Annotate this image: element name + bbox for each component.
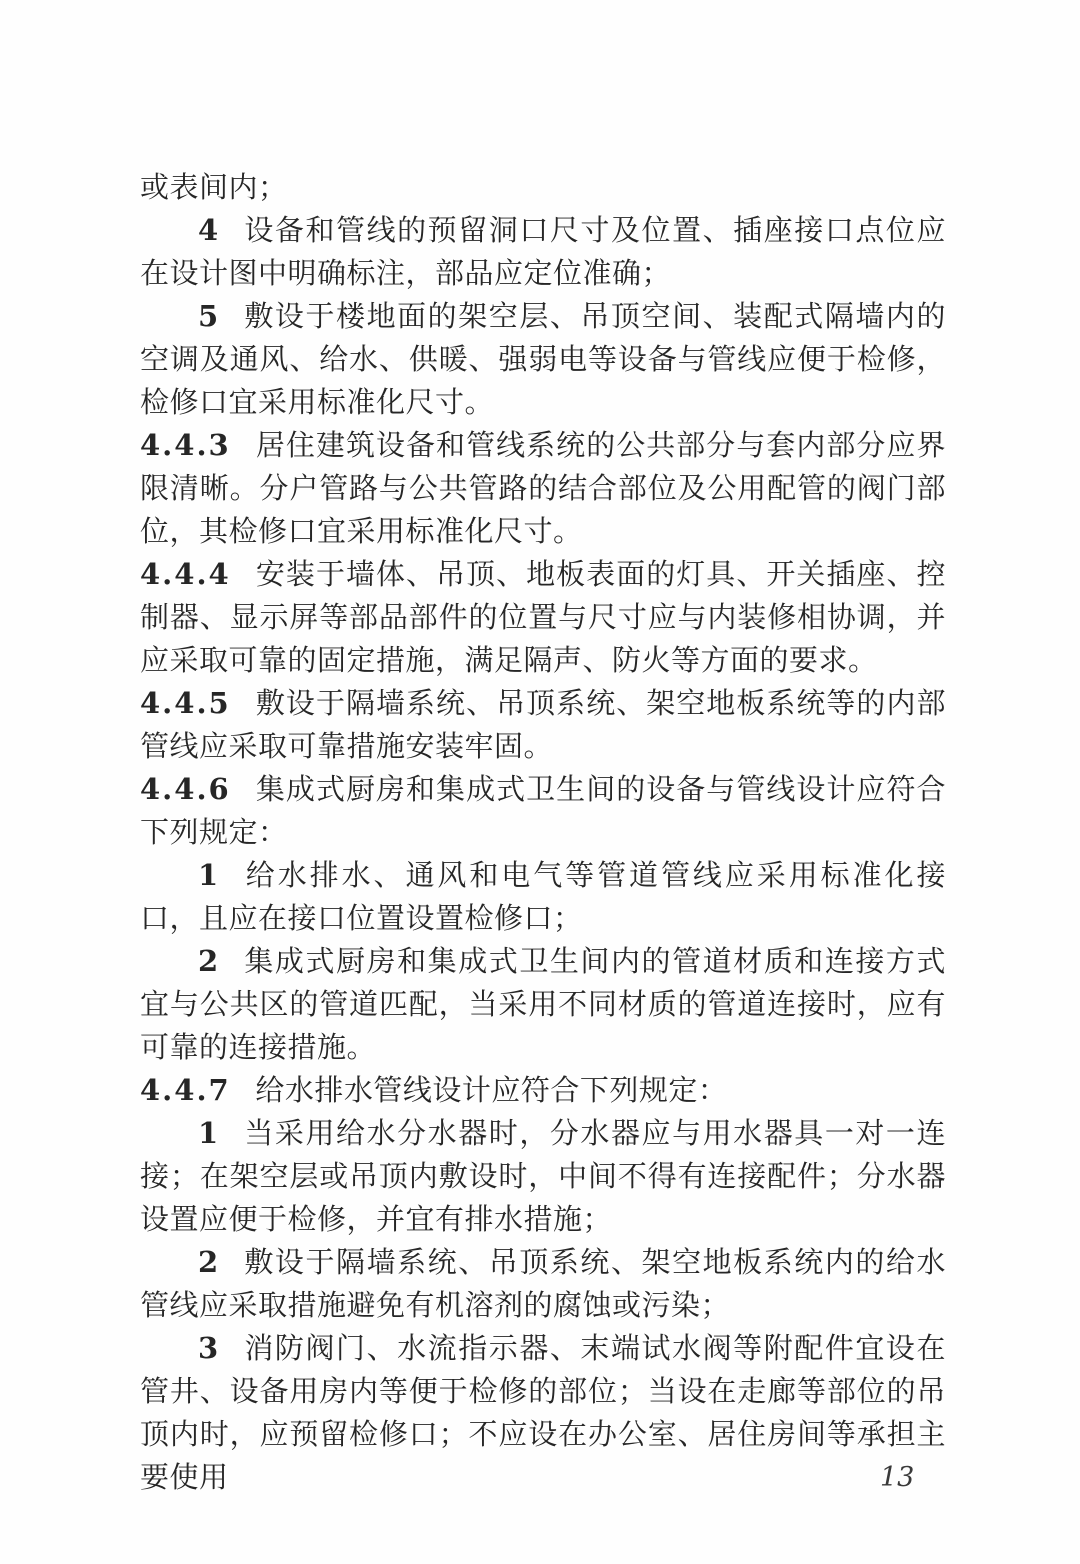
text-block: [140, 166, 946, 1499]
item-number: 2: [198, 944, 219, 978]
item-number: 1: [198, 858, 219, 892]
clause-4-4-6: [140, 768, 946, 854]
list-item-3b: [140, 1327, 946, 1499]
list-item-5: [140, 295, 946, 424]
paragraph-text: 设备和管线的预留洞口尺寸及位置、插座接口点位应在设计图中明确标注，部品应定位准确；: [140, 213, 946, 290]
list-item-1: [140, 854, 946, 940]
paragraph-text: 当采用给水分水器时，分水器应与用水器具一对一连接；在架空层或吊顶内敷设时，中间不得有连接配件；分水器设置应便于检修，并宜有排水措施；: [140, 1116, 946, 1236]
clause-4-4-3: [140, 424, 946, 553]
clause-4-4-4: [140, 553, 946, 682]
paragraph-text: 集成式厨房和集成式卫生间的设备与管线设计应符合下列规定：: [140, 772, 946, 849]
list-item-4: [140, 209, 946, 295]
item-number: 1: [198, 1116, 219, 1150]
paragraph-text: 居住建筑设备和管线系统的公共部分与套内部分应界限清晰。分户管路与公共管路的结合部位及公用配管的阀门部位，其检修口宜采用标准化尺寸。: [140, 428, 946, 548]
paragraph-text: 消防阀门、水流指示器、末端试水阀等附配件宜设在管井、设备用房内等便于检修的部位；当设在走廊等部位的吊顶内时，应预留检修口；不应设在办公室、居住房间等承担主要使用: [140, 1331, 946, 1494]
paragraph-text: 敷设于隔墙系统、吊顶系统、架空地板系统等的内部管线应采取可靠措施安装牢固。: [140, 686, 946, 763]
clause-number: 4.4.3: [140, 428, 231, 462]
clause-number: 4.4.4: [140, 557, 231, 591]
clause-number: 4.4.6: [140, 772, 231, 806]
item-number: 3: [198, 1331, 219, 1365]
paragraph-text: 集成式厨房和集成式卫生间内的管道材质和连接方式宜与公共区的管道匹配，当采用不同材质的管道连接时，应有可靠的连接措施。: [140, 944, 946, 1064]
paragraph-text: 安装于墙体、吊顶、地板表面的灯具、开关插座、控制器、显示屏等部品部件的位置与尺寸应与内装修相协调，并应采取可靠的固定措施，满足隔声、防火等方面的要求。: [140, 557, 946, 677]
clause-number: 4.4.7: [140, 1073, 231, 1107]
paragraph-text: 敷设于隔墙系统、吊顶系统、架空地板系统内的给水管线应采取措施避免有机溶剂的腐蚀或污染；: [140, 1245, 946, 1322]
page-number: 13: [880, 1462, 915, 1493]
item-number: 2: [198, 1245, 219, 1279]
item-number: 4: [198, 213, 219, 247]
clause-4-4-5: [140, 682, 946, 768]
list-item-2: [140, 940, 946, 1069]
clause-number: 4.4.5: [140, 686, 231, 720]
paragraph-text: 敷设于楼地面的架空层、吊顶空间、装配式隔墙内的空调及通风、给水、供暖、强弱电等设备与管线应便于检修，检修口宜采用标准化尺寸。: [140, 299, 946, 419]
clause-4-4-7: [140, 1069, 946, 1112]
item-number: 5: [198, 299, 219, 333]
paragraph-text: 给水排水、通风和电气等管道管线应采用标准化接口，且应在接口位置设置检修口；: [140, 858, 946, 935]
list-item-2b: [140, 1241, 946, 1327]
paragraph-text: 或表间内；: [140, 170, 288, 204]
list-item-1b: [140, 1112, 946, 1241]
paragraph-text: 给水排水管线设计应符合下列规定：: [255, 1073, 728, 1107]
paragraph-continuation: [140, 166, 946, 209]
